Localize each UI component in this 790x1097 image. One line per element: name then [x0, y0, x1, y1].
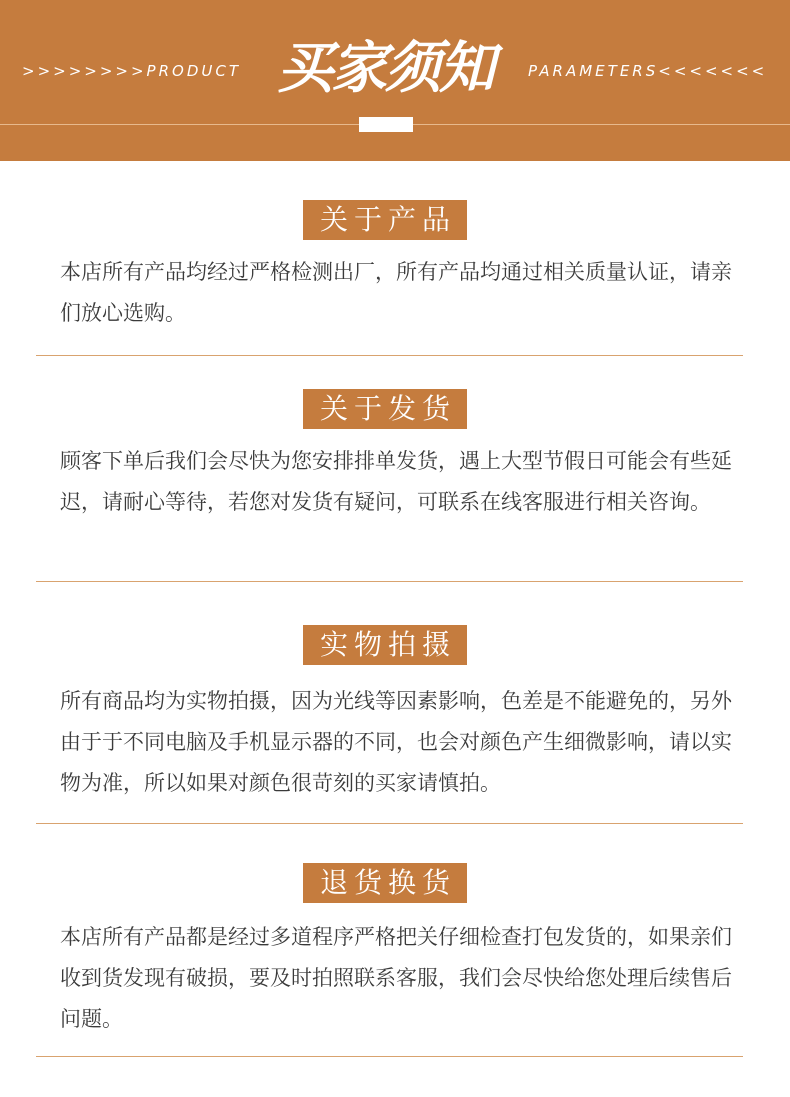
header-tab-marker: [359, 117, 413, 132]
header-banner: [0, 0, 790, 161]
section-divider: [36, 1056, 743, 1057]
section-body: 顾客下单后我们会尽快为您安排排单发货，遇上大型节假日可能会有些延迟，请耐心等待，若您对发货有疑问，可联系在线客服进行相关咨询。: [60, 449, 732, 514]
section-body: 本店所有产品均经过严格检测出厂，所有产品均通过相关质量认证，请亲们放心选购。: [60, 260, 732, 325]
section-body: 所有商品均为实物拍摄，因为光线等因素影响，色差是不能避免的，另外由于于不同电脑及手机显示器的不同，也会对颜色产生细微影响，请以实物为准，所以如果对颜色很苛刻的买家请慎拍。: [60, 689, 732, 795]
header-left-text: >>>>>>>>PRODUCT: [22, 62, 241, 80]
page-title: 买家须知: [277, 36, 493, 101]
section-label: 关于产品: [303, 200, 467, 240]
section-label: 关于发货: [303, 389, 467, 429]
section-label: 实物拍摄: [303, 625, 467, 665]
section-divider: [36, 355, 743, 356]
section-divider: [36, 581, 743, 582]
header-right-text: PARAMETERS<<<<<<<: [528, 62, 768, 80]
section-body: 本店所有产品都是经过多道程序严格把关仔细检查打包发货的，如果亲们收到货发现有破损，要及时拍照联系客服，我们会尽快给您处理后续售后问题。: [60, 925, 732, 1031]
section-label: 退货换货: [303, 863, 467, 903]
section-divider: [36, 823, 743, 824]
